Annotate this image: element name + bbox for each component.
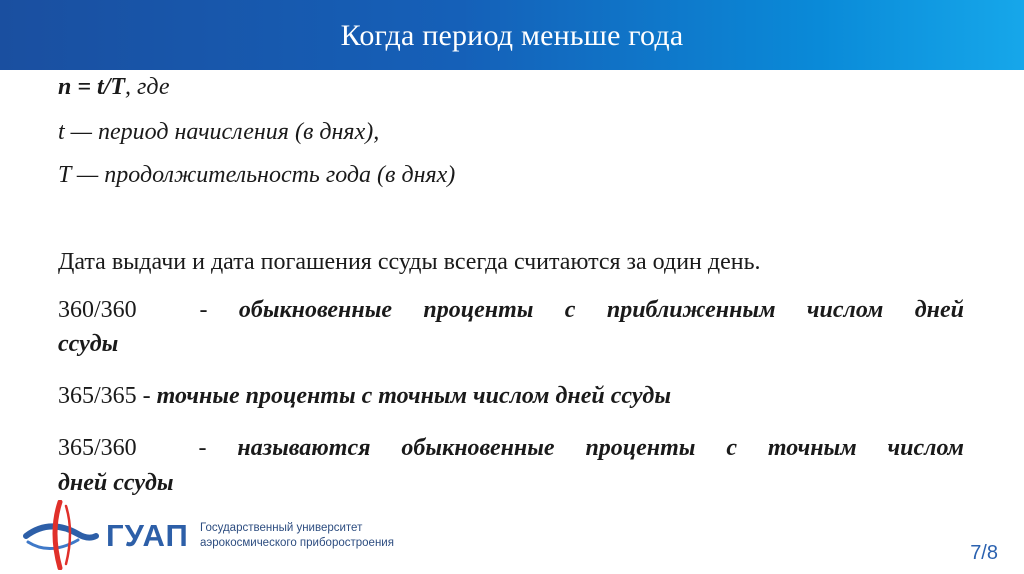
logo-subtitle-line1: Государственный университет (200, 522, 363, 534)
rule-description: точные проценты с точным числом дней ссуды (156, 383, 671, 409)
rule-description: обыкновенные проценты с приближенным числом дней (238, 297, 964, 323)
rule-code: 365/360 (58, 435, 137, 461)
t-definition: t — период начисления (в днях), (58, 119, 380, 145)
rule-separator: - (136, 435, 238, 461)
rule-360-360 (58, 297, 964, 324)
rule-separator: - (136, 383, 157, 409)
T-definition: T — продолжительность года (в днях) (58, 162, 456, 188)
rule-code: 360/360 (58, 297, 137, 323)
slide-title: Когда период меньше года (340, 19, 684, 52)
formula-where: , где (125, 74, 170, 100)
page-number: 7/8 (970, 542, 998, 564)
logo-subtitle-line2: аэрокосмического приборостроения (200, 537, 394, 549)
rule-description-continued: дней ссуды (58, 470, 174, 496)
slide-header (0, 0, 1024, 70)
formula-expression: n = t/T (58, 74, 126, 100)
note-text: Дата выдачи и дата погашения ссуды всегда считаются за один день. (58, 249, 761, 275)
guap-logo (20, 500, 400, 570)
rule-separator: - (136, 297, 239, 323)
rule-365-360 (58, 435, 964, 462)
rule-description-continued: ссуды (58, 331, 119, 357)
guap-emblem-icon (20, 500, 100, 570)
rule-description: называются обыкновенные проценты с точным числом (237, 435, 964, 461)
rule-365-365 (58, 383, 671, 410)
rule-code: 365/365 (58, 383, 137, 409)
formula-line (58, 74, 169, 101)
logo-name: ГУАП (106, 518, 189, 553)
